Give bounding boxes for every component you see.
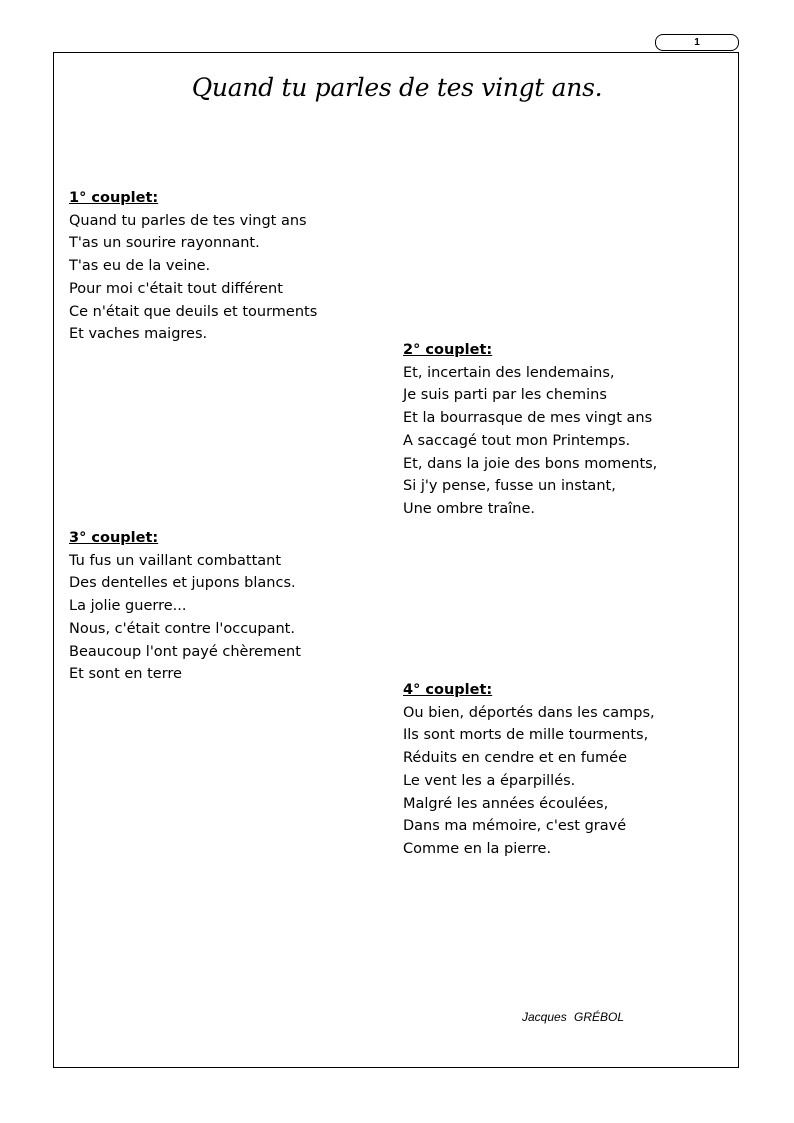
couplet-1: [69, 187, 317, 346]
verse-line: Pour moi c'était tout différent: [69, 280, 283, 297]
verse-line: Je suis parti par les chemins: [403, 387, 607, 404]
verse-line: T'as un sourire rayonnant.: [69, 235, 260, 252]
verse-line: A saccagé tout mon Printemps.: [403, 432, 631, 449]
verse-line: Le vent les a éparpillés.: [403, 772, 576, 789]
couplet-4: [403, 679, 655, 861]
verse-line: Et sont en terre: [69, 666, 182, 683]
verse-line: Nous, c'était contre l'occupant.: [69, 620, 295, 637]
couplet-heading: 3° couplet:: [69, 530, 159, 546]
verse-line: Comme en la pierre.: [403, 840, 552, 857]
verse-line: Une ombre traîne.: [403, 500, 535, 517]
verse-line: Réduits en cendre et en fumée: [403, 750, 627, 767]
couplet-heading: 4° couplet:: [403, 682, 493, 698]
couplet-3: [69, 527, 301, 686]
verse-line: T'as eu de la veine.: [69, 258, 211, 275]
couplet-heading: 2° couplet:: [403, 342, 493, 358]
verse-line: Tu fus un vaillant combattant: [69, 552, 282, 569]
poem-title: Quand tu parles de tes vingt ans.: [191, 73, 603, 102]
verse-line: Dans ma mémoire, c'est gravé: [403, 818, 627, 835]
verse-line: Et, dans la joie des bons moments,: [403, 455, 658, 472]
verse-line: Des dentelles et jupons blancs.: [69, 575, 296, 592]
couplet-heading: 1° couplet:: [69, 190, 159, 206]
verse-line: Ce n'était que deuils et tourments: [69, 303, 318, 320]
verse-line: Et la bourrasque de mes vingt ans: [403, 410, 653, 427]
verse-line: La jolie guerre...: [69, 598, 187, 615]
verse-line: Et, incertain des lendemains,: [403, 364, 615, 381]
verse-line: Ou bien, déportés dans les camps,: [403, 704, 655, 721]
verse-line: Si j'y pense, fusse un instant,: [403, 478, 616, 495]
verse-line: Beaucoup l'ont payé chèrement: [69, 643, 301, 660]
verse-line: Malgré les années écoulées,: [403, 795, 609, 812]
author-signature: Jacques GRÉBOL: [522, 1010, 625, 1024]
couplet-2: [403, 339, 657, 521]
verse-line: Et vaches maigres.: [69, 326, 208, 343]
verse-line: Ils sont morts de mille tourments,: [403, 727, 649, 744]
page-number: 1: [655, 34, 739, 51]
verse-line: Quand tu parles de tes vingt ans: [69, 212, 307, 229]
